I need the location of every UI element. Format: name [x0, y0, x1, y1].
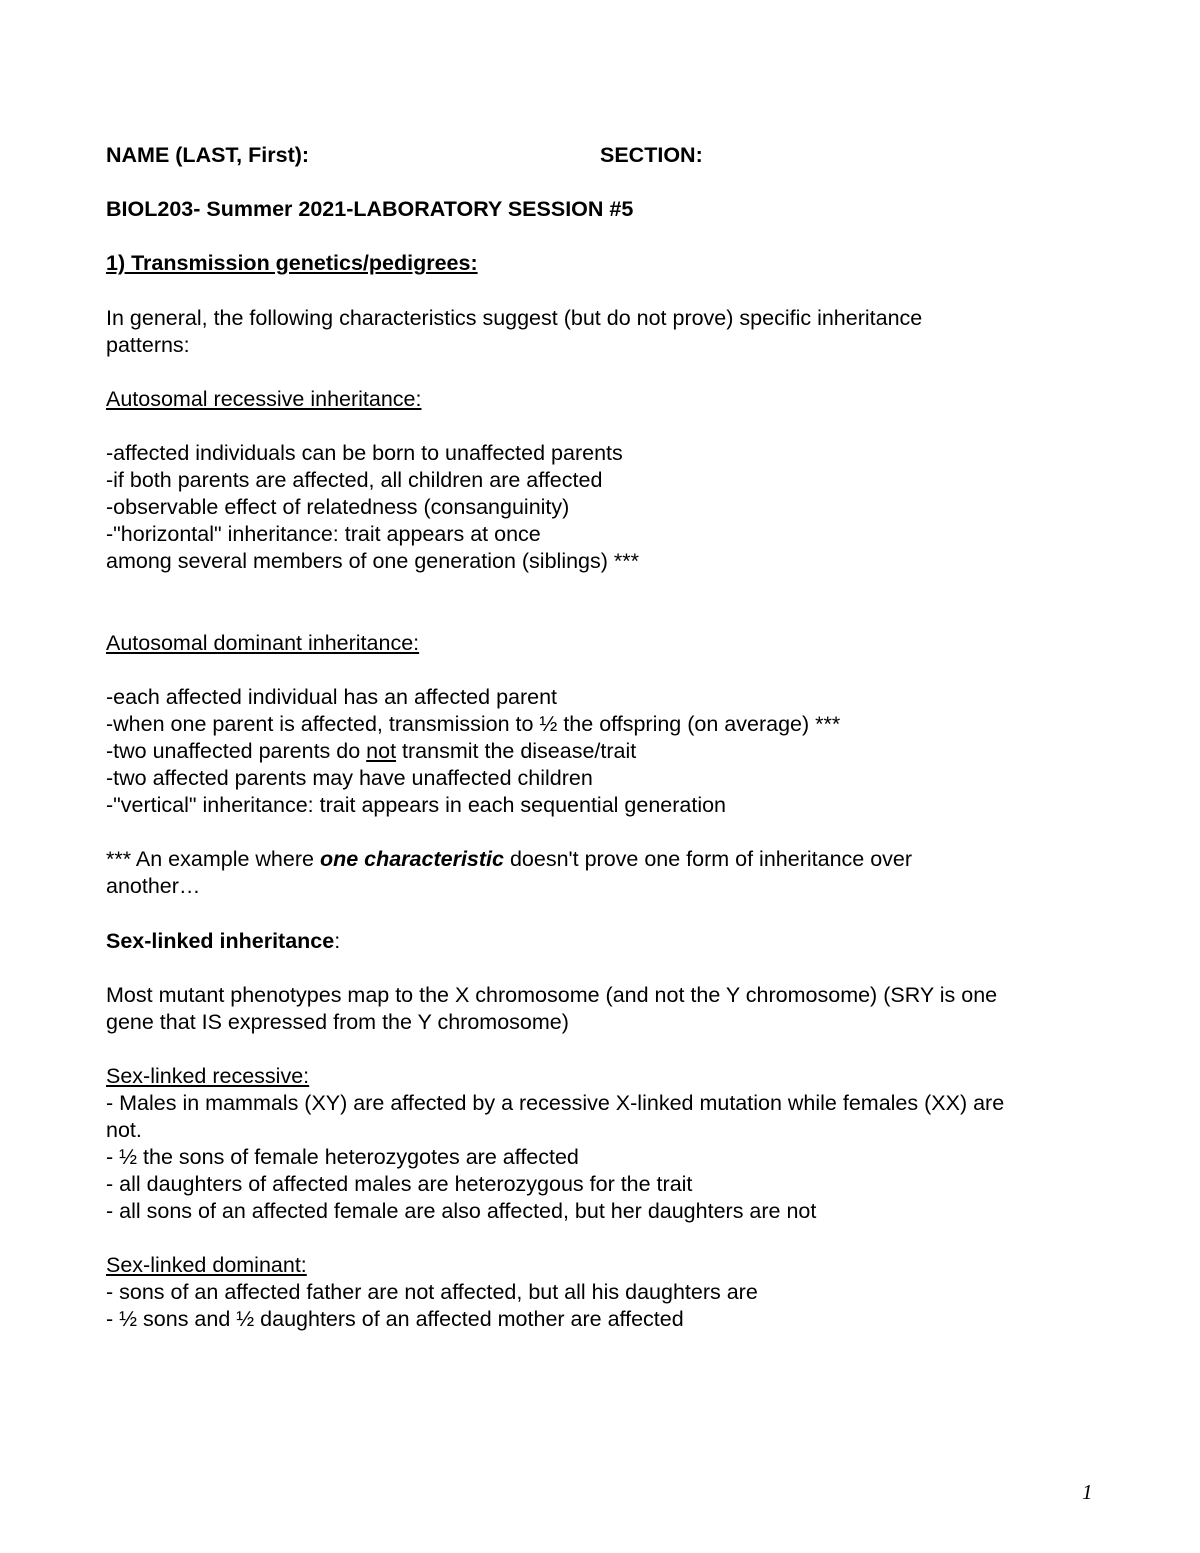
sex-linked-dominant-item: - ½ sons and ½ daughters of an affected mother are affected [106, 1307, 684, 1331]
autosomal-recessive-item: -if both parents are affected, all children are affected [106, 468, 603, 492]
item-text: -two unaffected parents do [106, 739, 367, 763]
autosomal-recessive-item: among several members of one generation (siblings) *** [106, 549, 639, 573]
sex-linked-recessive-item: not. [106, 1118, 142, 1142]
sex-linked-heading-colon: : [334, 929, 341, 953]
sex-linked-intro-line-2: gene that IS expressed from the Y chromosome) [106, 1010, 569, 1034]
sex-linked-dominant-heading: Sex-linked dominant: [106, 1253, 307, 1277]
note-line-2: another… [106, 874, 201, 898]
intro-line-1: In general, the following characteristics suggest (but do not prove) specific inheritance [106, 306, 923, 330]
sex-linked-dominant-item: - sons of an affected father are not affected, but all his daughters are [106, 1280, 758, 1304]
autosomal-recessive-item: -affected individuals can be born to unaffected parents [106, 441, 623, 465]
document-title: BIOL203- Summer 2021-LABORATORY SESSION #5 [106, 197, 634, 221]
note-text: *** An example where [106, 847, 320, 871]
section-label: SECTION: [600, 143, 703, 167]
note-line-1 [106, 846, 912, 873]
item-text: transmit the disease/trait [396, 739, 637, 763]
autosomal-dominant-item [106, 738, 636, 765]
sex-linked-intro-line-1: Most mutant phenotypes map to the X chromosome (and not the Y chromosome) (SRY is one [106, 983, 998, 1007]
note-emphasis: one characteristic [319, 847, 504, 871]
sex-linked-heading-text: Sex-linked inheritance [106, 929, 335, 953]
autosomal-recessive-heading: Autosomal recessive inheritance: [106, 387, 422, 411]
autosomal-dominant-heading: Autosomal dominant inheritance: [106, 631, 420, 655]
autosomal-recessive-item: -observable effect of relatedness (consanguinity) [106, 495, 570, 519]
emphasis-not: not [366, 739, 397, 763]
autosomal-dominant-item: -each affected individual has an affected parent [106, 685, 558, 709]
autosomal-dominant-item: -"vertical" inheritance: trait appears in each sequential generation [106, 793, 727, 817]
sex-linked-recessive-item: - ½ the sons of female heterozygotes are affected [106, 1145, 579, 1169]
autosomal-recessive-item: -"horizontal" inheritance: trait appears at once [106, 522, 541, 546]
sex-linked-heading [106, 928, 340, 955]
name-label: NAME (LAST, First): [106, 143, 310, 167]
sex-linked-recessive-item: - all sons of an affected female are also affected, but her daughters are not [106, 1199, 817, 1223]
section-heading-transmission-genetics: 1) Transmission genetics/pedigrees: [106, 251, 478, 275]
sex-linked-recessive-item: - all daughters of affected males are heterozygous for the trait [106, 1172, 693, 1196]
autosomal-dominant-item: -when one parent is affected, transmission to ½ the offspring (on average) *** [106, 712, 841, 736]
sex-linked-recessive-item: - Males in mammals (XY) are affected by a recessive X-linked mutation while females (XX) are [106, 1091, 1005, 1115]
autosomal-dominant-item: -two affected parents may have unaffected children [106, 766, 593, 790]
intro-line-2: patterns: [106, 333, 190, 357]
page-number: 1 [1082, 1480, 1093, 1504]
note-text: doesn't prove one form of inheritance over [503, 847, 913, 871]
sex-linked-recessive-heading: Sex-linked recessive: [106, 1064, 310, 1088]
